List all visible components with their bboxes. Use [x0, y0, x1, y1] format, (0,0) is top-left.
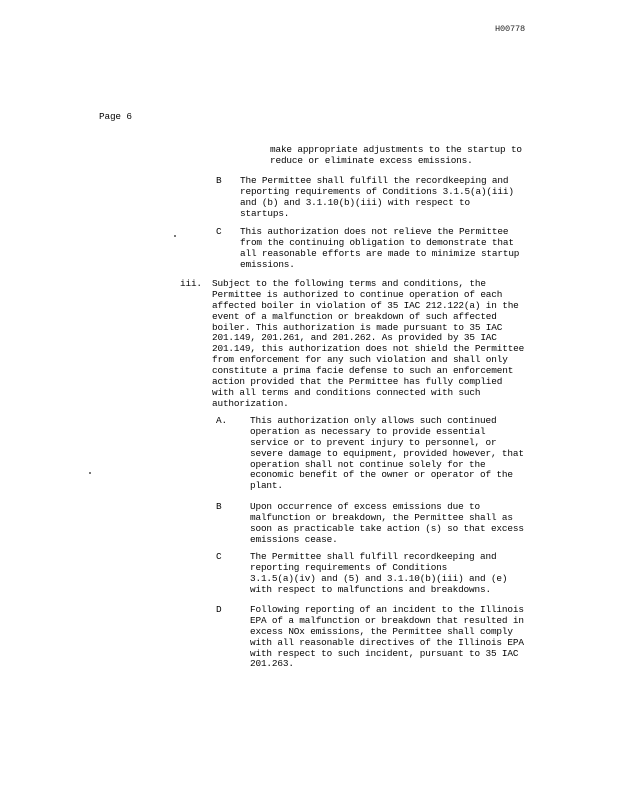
text-line: boiler. This authorization is made pursuant to 35 IAC — [212, 321, 503, 333]
text-line: with all terms and conditions connected with such — [212, 386, 481, 398]
document-number: H00778 — [494, 24, 525, 34]
scan-speck — [89, 472, 91, 474]
text-line: event of a malfunction or breakdown of such affected — [212, 310, 497, 322]
sub-a-paragraph — [250, 416, 524, 492]
item-marker: C — [216, 551, 222, 562]
text-line: emissions. — [240, 258, 295, 270]
text-line: with all reasonable directives of the Illinois EPA — [250, 636, 524, 648]
sub-c-paragraph — [250, 552, 507, 596]
text-line: soon as practicable take action (s) so that excess — [250, 522, 524, 534]
text-line: Subject to the following terms and conditions, the — [212, 278, 486, 289]
text-line: from enforcement for any such violation and shall only — [212, 354, 508, 366]
text-line: economic benefit of the owner or operator of the — [250, 469, 513, 481]
text-line: reporting requirements of Conditions 3.1.5(a)(iii) — [240, 185, 514, 197]
item-marker: B — [216, 175, 222, 186]
text-line: with respect to such incident, pursuant to 35 IAC — [250, 647, 519, 659]
text-line: severe damage to equipment, provided however, that — [250, 447, 524, 459]
text-line: 201.149, 201.261, and 201.262. As provided by 35 IAC — [212, 332, 497, 344]
item-marker: C — [216, 226, 222, 237]
section-iii-paragraph — [212, 279, 524, 410]
scan-speck — [174, 235, 176, 237]
text-line: This authorization does not relieve the Permittee — [240, 226, 509, 237]
text-line: with respect to malfunctions and breakdowns. — [250, 583, 491, 595]
text-line: malfunction or breakdown, the Permittee shall as — [250, 511, 513, 523]
text-line: make appropriate adjustments to the startup to — [270, 144, 522, 155]
text-line: Following reporting of an incident to the Illinois — [250, 604, 524, 615]
text-line: operation as necessary to provide essential — [250, 425, 486, 437]
text-line: service or to prevent injury to personnel, or — [250, 436, 497, 448]
text-line: startups. — [240, 207, 290, 219]
text-line: reduce or eliminate excess emissions. — [270, 154, 473, 166]
section-marker: iii. — [180, 278, 202, 289]
text-line: plant. — [250, 480, 283, 492]
text-line: reporting requirements of Conditions — [250, 561, 448, 573]
text-line: This authorization only allows such continued — [250, 415, 497, 426]
text-line: and (b) and 3.1.10(b)(iii) with respect to — [240, 196, 470, 208]
text-line: excess NOx emissions, the Permittee shall comply — [250, 625, 513, 637]
text-line: affected boiler in violation of 35 IAC 212.122(a) in the — [212, 299, 519, 311]
text-line: The Permittee shall fulfill the recordkeeping and — [240, 175, 509, 186]
text-line: from the continuing obligation to demonstrate that — [240, 236, 514, 248]
text-line: authorization. — [212, 397, 289, 409]
text-line: 3.1.5(a)(iv) and (5) and 3.1.10(b)(iii) and (e) — [250, 572, 508, 584]
item-b-paragraph — [240, 176, 514, 220]
text-line: operation shall not continue solely for the — [250, 458, 486, 470]
continuation-paragraph — [270, 145, 522, 167]
text-line: Permittee is authorized to continue operation of each — [212, 288, 503, 300]
page-number: Page 6 — [99, 111, 132, 122]
text-line: action provided that the Permittee has fully complied — [212, 376, 503, 388]
item-marker: A. — [216, 415, 227, 426]
sub-b-paragraph — [250, 502, 524, 546]
text-line: constitute a prima facie defense to such an enforcement — [212, 365, 514, 377]
item-c-paragraph — [240, 227, 519, 271]
text-line: The Permittee shall fulfill recordkeeping and — [250, 551, 497, 562]
item-marker: D — [216, 604, 222, 615]
text-line: 201.263. — [250, 658, 294, 670]
text-line: 201.149, this authorization does not shield the Permittee — [212, 343, 525, 355]
text-line: all reasonable efforts are made to minimize startup — [240, 247, 520, 259]
item-marker: B — [216, 501, 222, 512]
sub-d-paragraph — [250, 605, 524, 670]
text-line: emissions cease. — [250, 533, 338, 545]
text-line: EPA of a malfunction or breakdown that resulted in — [250, 614, 524, 626]
text-line: Upon occurrence of excess emissions due to — [250, 501, 480, 512]
